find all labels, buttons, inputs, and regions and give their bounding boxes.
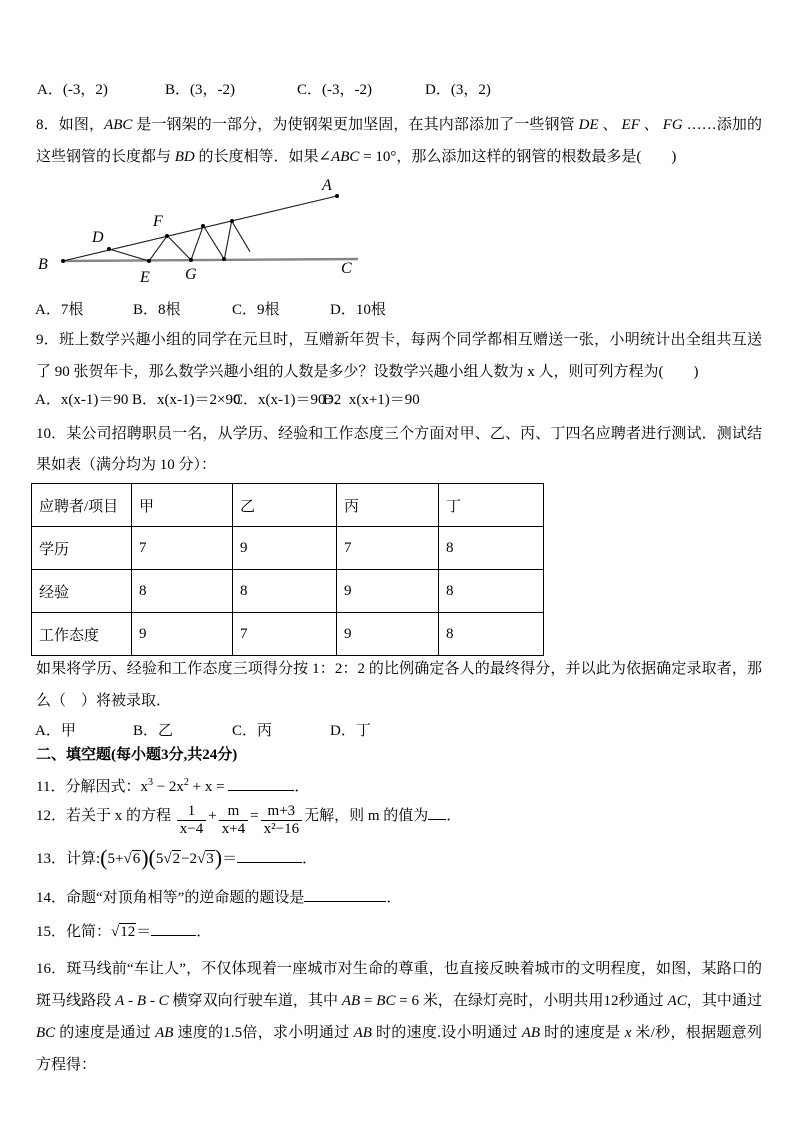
table-header-cell: 丙 — [337, 484, 439, 527]
option-a: A．7根 — [35, 302, 84, 318]
table-row — [32, 527, 544, 570]
table-cell: 工作态度 — [32, 613, 132, 656]
table-cell: 8 — [439, 527, 544, 570]
figure-point-b — [61, 259, 65, 263]
figure-label-a: A — [322, 177, 332, 194]
option-a: A．(-3，2) — [37, 82, 108, 98]
score-table — [31, 483, 544, 656]
question-9-options — [35, 390, 420, 410]
figure-label-c: C — [341, 260, 352, 277]
table-cell: 8 — [439, 613, 544, 656]
question-14-text: 14．命题“对顶角相等”的逆命题的题设是 ． — [36, 890, 402, 906]
option-a: A．x(x-1)＝90 — [35, 392, 129, 408]
figure-point-a — [335, 194, 339, 198]
table-cell: 7 — [132, 527, 233, 570]
figure-point-d — [107, 247, 111, 251]
question-7-options — [37, 80, 491, 100]
figure-label-e: E — [140, 269, 150, 286]
question-10-text: 10．某公司招聘职员一名，从学历、经验和工作态度三个方面对甲、乙、丙、丁四名应聘者进行测试．测试结果如表（满分均为 10 分）： — [36, 426, 762, 473]
section-2-title: 二、填空题(每小题3分,共24分) — [36, 747, 238, 763]
option-b: B．(3，-2) — [165, 82, 235, 98]
question-13-text: 13．计算:(5+√6)(5√2−2√3)＝ ． — [36, 845, 318, 870]
figure-label-f: F — [153, 213, 163, 230]
table-cell: 9 — [337, 570, 439, 613]
option-c: C．丙 — [232, 723, 273, 739]
question-15-text: 15．化简：√12＝ ． — [36, 924, 212, 940]
figure-line-ba — [63, 196, 337, 261]
table-cell: 7 — [337, 527, 439, 570]
figure-label-d: D — [92, 229, 104, 246]
table-cell: 学历 — [32, 527, 132, 570]
table-cell: 9 — [337, 613, 439, 656]
question-10-post-text: 如果将学历、经验和工作态度三项得分按 1：2：2 的比例确定各人的最终得分，并以此为依据确定录取者，那么（ ）将被录取． — [36, 661, 762, 709]
option-c: C．9根 — [232, 302, 280, 318]
table-row — [32, 570, 544, 613]
table-cell: 8 — [132, 570, 233, 613]
figure-point-g — [189, 258, 193, 262]
table-cell: 7 — [233, 613, 337, 656]
figure-point-j — [230, 219, 234, 223]
table-header-cell: 甲 — [132, 484, 233, 527]
figure-label-b: B — [38, 256, 48, 273]
table-header-cell: 乙 — [233, 484, 337, 527]
figure-line-bc — [63, 259, 358, 261]
option-d: D．10根 — [330, 302, 386, 318]
figure-zigzag-tubes — [109, 221, 250, 261]
option-d: D．(3，2) — [425, 82, 491, 98]
table-cell: 8 — [233, 570, 337, 613]
option-a: A．甲 — [35, 723, 76, 739]
figure-point-e — [147, 259, 151, 263]
figure-point-f — [165, 234, 169, 238]
table-row — [32, 613, 544, 656]
option-c: C．(-3，-2) — [297, 82, 372, 98]
option-d: D．x(x+1)＝90 — [323, 392, 420, 408]
table-cell: 9 — [132, 613, 233, 656]
figure-label-g: G — [185, 266, 197, 283]
question-8-text: 8．如图，ABC 是一钢架的一部分，为使钢架更加坚固，在其内部添加了一些钢管 DE 、 EF 、 FG ……添加的这些钢管的长度都与 BD 的长度相等．如果∠ABC = 10°，那么添加这样的钢管的根数最多是( ) — [36, 117, 762, 165]
question-8-options — [35, 300, 386, 320]
question-10-options — [35, 721, 371, 741]
figure-point-i — [222, 257, 226, 261]
option-b: B．8根 — [133, 302, 181, 318]
option-c: C．x(x-1)＝90÷2 — [233, 392, 342, 408]
option-d: D．丁 — [330, 723, 371, 739]
question-16-text: 16．斑马线前“车让人”，不仅体现着一座城市对生命的尊重，也直接反映着城市的文明程度，如图，某路口的斑马线路段 A - B - C 横穿双向行驶车道，其中 AB = BC = 6 米，在绿灯亮时，小明共用12秒通过 AC，其中通过 BC 的速度是通过 AB 速度的1.5倍，求小明通过 AB 时的速度.设小明通过 AB 时的速度是 x 米/秒，根据题意列方程得： — [36, 961, 762, 1073]
table-header-row — [32, 484, 544, 527]
option-b: B．乙 — [133, 723, 174, 739]
question-12-text: 12．若关于 x 的方程 $\frac{1}{x-4}$ + $\frac{m}{x+4}$ = $\frac{m+3}{\text{x²−16}}$ 无解，则 m 的值为 ． — [36, 803, 462, 837]
table-cell: 8 — [439, 570, 544, 613]
question-9-text: 9．班上数学兴趣小组的同学在元旦时，互赠新年贺卡，每两个同学都相互赠送一张，小明统计出全组共互送了 90 张贺年卡，那么数学兴趣小组的人数是多少？设数学兴趣小组人数为 x 人，则可列方程为( ) — [36, 332, 762, 380]
table-header-cell: 应聘者/项目 — [32, 484, 132, 527]
table-cell: 9 — [233, 527, 337, 570]
question-8-figure — [30, 174, 370, 292]
option-b: B．x(x-1)＝2×90 — [132, 392, 241, 408]
table-cell: 经验 — [32, 570, 132, 613]
question-11-text: 11．分解因式：$x^3 - 2x^2 + x$ = ． — [36, 777, 310, 795]
figure-point-h — [201, 224, 205, 228]
table-header-cell: 丁 — [439, 484, 544, 527]
